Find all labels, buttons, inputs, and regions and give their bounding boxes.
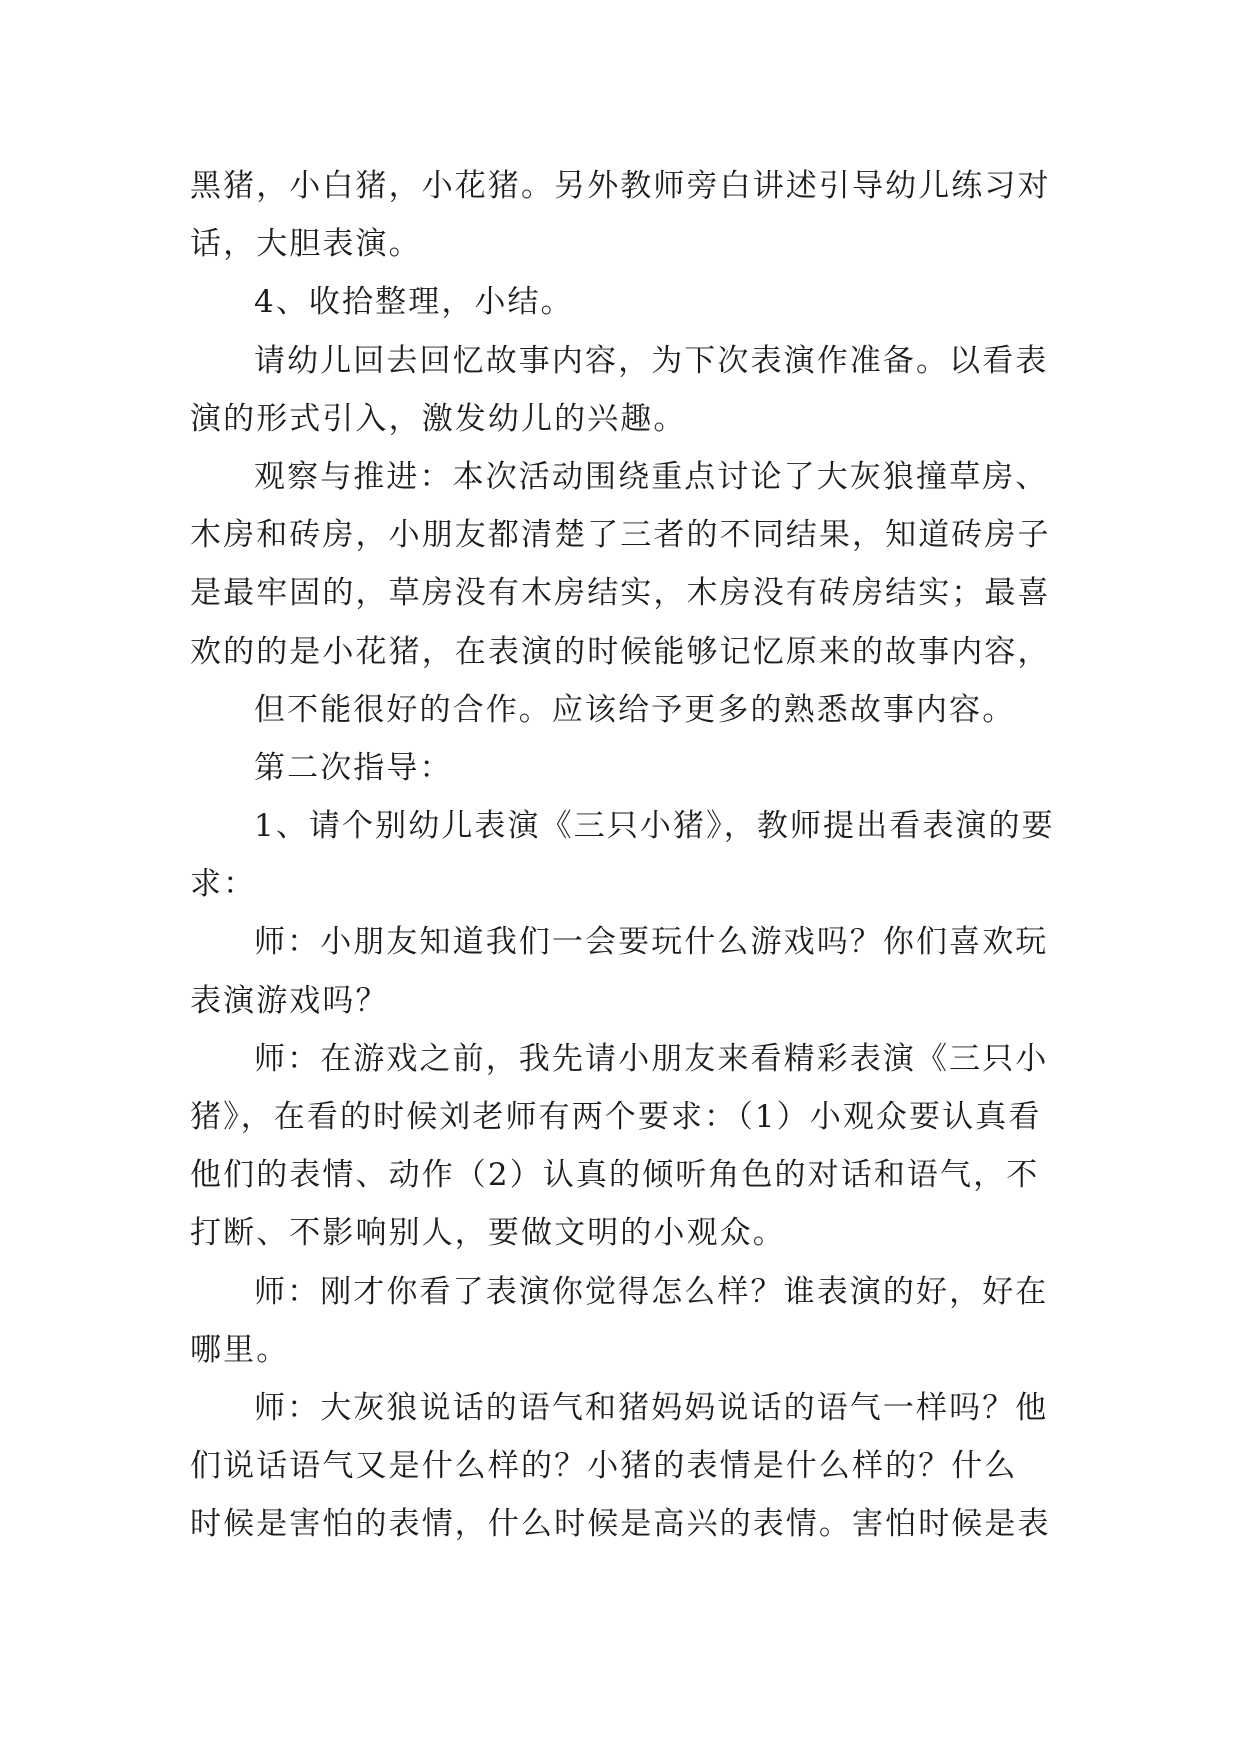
text-line: 师：小朋友知道我们一会要玩什么游戏吗？你们喜欢玩 xyxy=(254,924,1049,961)
text-line: 们说话语气又是什么样的？小猪的表情是什么样的？什么 xyxy=(190,1448,1018,1485)
text-line: 黑猪，小白猪，小花猪。另外教师旁白讲述引导幼儿练习对 xyxy=(190,168,1051,204)
text-line: 打断、不影响别人，要做文明的小观众。 xyxy=(190,1215,786,1252)
text-line: 猪》，在看的时候刘老师有两个要求：（1）小观众要认真看 xyxy=(190,1099,1042,1135)
text-line: 4、收拾整理，小结。 xyxy=(254,284,574,321)
text-line: 表演游戏吗？ xyxy=(190,982,389,1019)
text-line: 但不能很好的合作。应该给予更多的熟悉故事内容。 xyxy=(254,691,1016,728)
text-line: 请幼儿回去回忆故事内容，为下次表演作准备。以看表 xyxy=(254,342,1049,379)
text-line: 他们的表情、动作（2）认真的倾听角色的对话和语气，不 xyxy=(190,1157,1040,1194)
text-line: 欢的的是小花猪，在表演的时候能够记忆原来的故事内容， xyxy=(190,633,1051,670)
text-line: 师：大灰狼说话的语气和猪妈妈说话的语气一样吗？他 xyxy=(254,1389,1049,1426)
text-line: 是最牢固的，草房没有木房结实，木房没有砖房结实；最喜 xyxy=(190,575,1051,612)
text-line: 木房和砖房，小朋友都清楚了三者的不同结果，知道砖房子 xyxy=(190,517,1051,554)
text-line: 演的形式引入，激发幼儿的兴趣。 xyxy=(190,400,687,437)
text-line: 师：刚才你看了表演你觉得怎么样？谁表演的好，好在 xyxy=(254,1273,1049,1310)
text-line: 哪里。 xyxy=(190,1331,290,1368)
text-line: 观察与推进：本次活动围绕重点讨论了大灰狼撞草房、 xyxy=(254,458,1049,495)
document-body xyxy=(190,157,1060,1554)
text-line: 师：在游戏之前，我先请小朋友来看精彩表演《三只小 xyxy=(254,1040,1049,1077)
text-line: 话，大胆表演。 xyxy=(190,226,422,263)
text-line: 求： xyxy=(190,866,257,903)
text-line: 时候是害怕的表情，什么时候是高兴的表情。害怕时候是表 xyxy=(190,1506,1051,1543)
text-line: 第二次指导： xyxy=(254,749,453,786)
text-line: 1、请个别幼儿表演《三只小猪》，教师提出看表演的要 xyxy=(254,808,1055,845)
